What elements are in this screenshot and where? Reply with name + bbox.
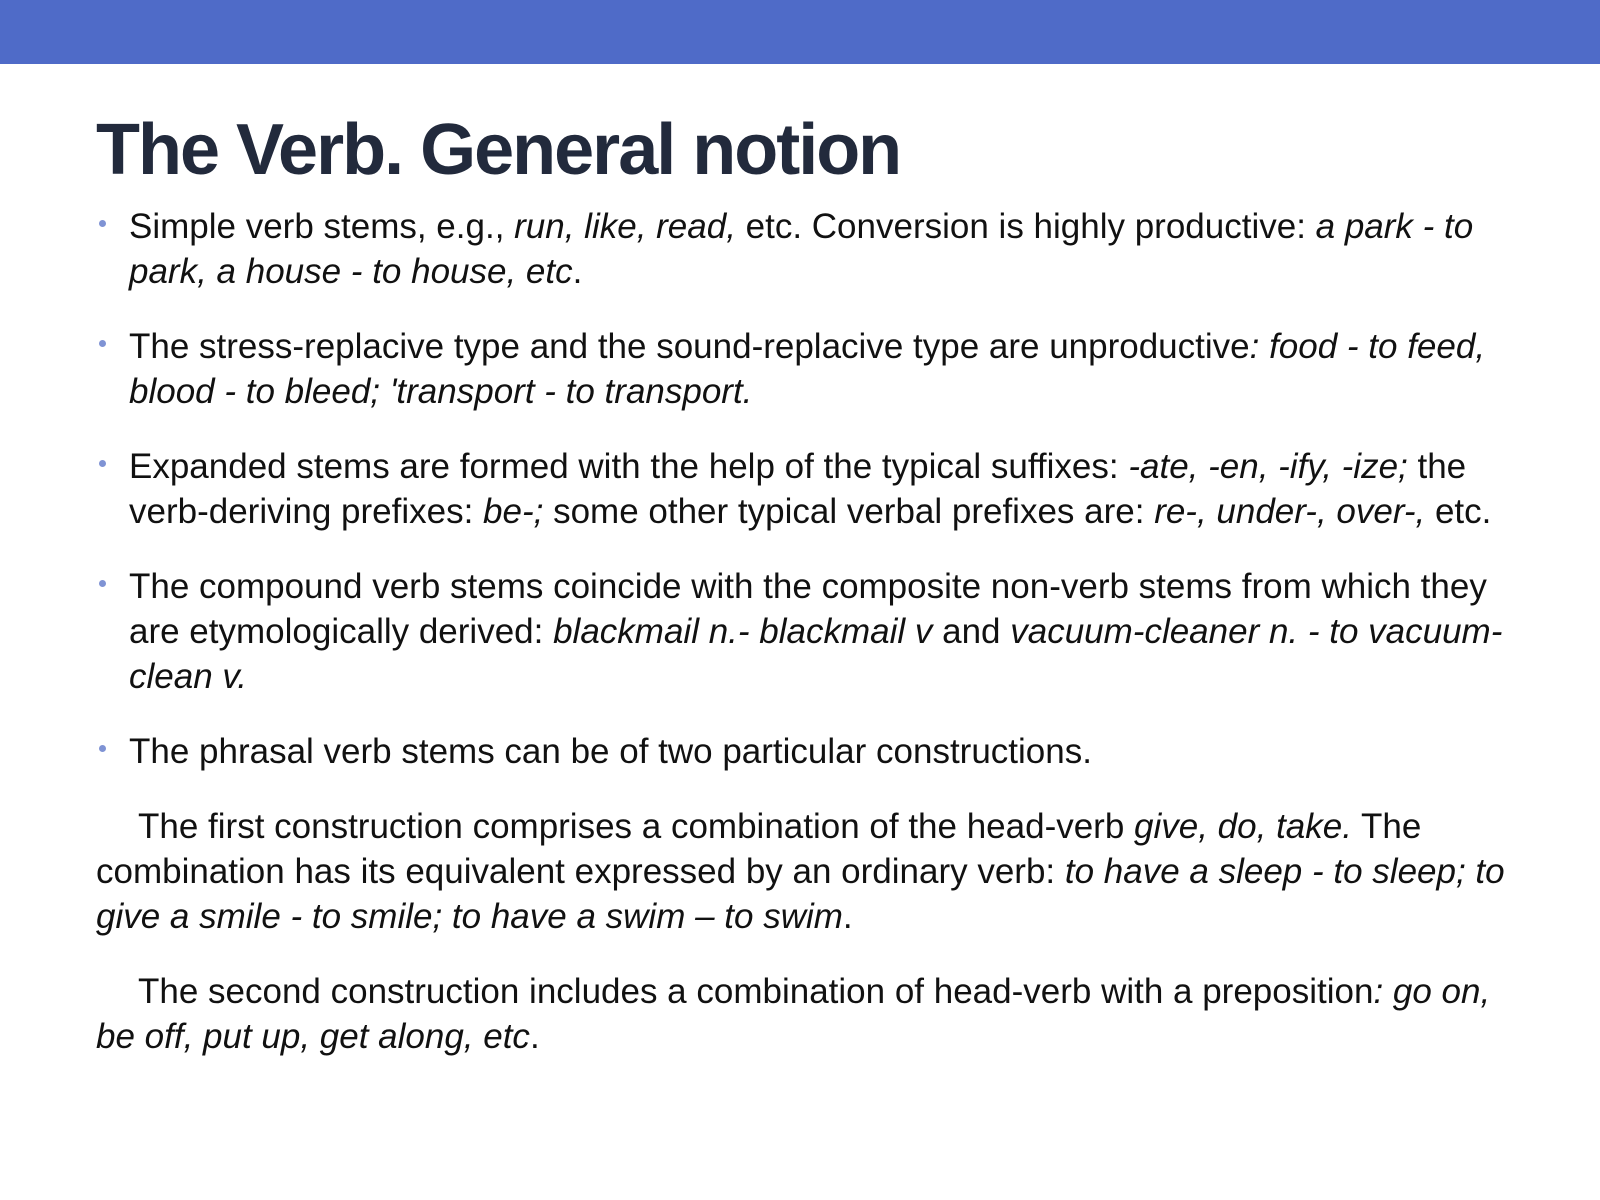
bullet-item-replacive-types <box>96 324 1516 414</box>
bullet-text: Simple verb stems, e.g., <box>129 207 515 246</box>
header-bar <box>0 0 1600 64</box>
paragraph-text: . <box>842 897 853 936</box>
bullet-text: Expanded stems are formed with the help of the typical suffixes: <box>129 447 1129 486</box>
paragraph-first-construction <box>96 804 1516 939</box>
bullet-icon <box>99 745 106 752</box>
bullet-list <box>96 204 1516 774</box>
example-text: re-, under-, over-, <box>1154 492 1426 531</box>
bullet-text: The stress-replacive type and the sound-replacive type are unproductive <box>129 327 1250 366</box>
paragraph-text: The combination has its equivalent expressed by an ordinary verb: <box>96 807 1422 891</box>
bullet-item-simple-stems <box>96 204 1516 294</box>
bullet-text: etc. Conversion is highly productive: <box>735 207 1316 246</box>
example-text: be-; <box>483 492 544 531</box>
bullet-text: the verb-deriving prefixes: <box>129 447 1467 531</box>
bullet-icon <box>99 220 106 227</box>
example-text: -ate, -en, -ify, -ize; <box>1128 447 1408 486</box>
example-text: give, do, take. <box>1134 807 1352 846</box>
bullet-item-expanded-stems <box>96 444 1516 534</box>
example-text: : food - to feed, blood - to bleed; 'transport - to transport. <box>129 327 1486 411</box>
bullet-text: . <box>572 252 583 291</box>
slide-title: The Verb. General notion <box>96 110 901 190</box>
example-text: a park - to park, a house - to house, etc <box>129 207 1474 291</box>
example-text: to have a sleep - to sleep; to give a smile - to smile; to have a swim – to swim <box>96 852 1505 936</box>
example-text: : go on, be off, put up, get along, etc <box>96 972 1491 1056</box>
bullet-item-phrasal-stems <box>96 729 1516 774</box>
bullet-text: The compound verb stems coincide with the composite non-verb stems from which they are etymologically derived: <box>129 567 1487 651</box>
paragraph-text: The first construction comprises a combination of the head-verb <box>138 807 1135 846</box>
bullet-icon <box>99 460 106 467</box>
bullet-text: The phrasal verb stems can be of two particular constructions. <box>129 732 1092 771</box>
paragraph-text: . <box>529 1017 540 1056</box>
slide-body <box>96 204 1516 1089</box>
paragraph-second-construction <box>96 969 1516 1059</box>
bullet-item-compound-stems <box>96 564 1516 699</box>
bullet-icon <box>99 580 106 587</box>
bullet-text: and <box>932 612 1011 651</box>
example-text: run, like, read, <box>514 207 736 246</box>
bullet-text: some other typical verbal prefixes are: <box>543 492 1155 531</box>
bullet-icon <box>99 340 106 347</box>
paragraph-text: The second construction includes a combination of head-verb with a preposition <box>138 972 1374 1011</box>
example-text: vacuum-cleaner n. - to vacuum-clean v. <box>129 612 1503 696</box>
example-text: blackmail n.- blackmail v <box>553 612 933 651</box>
bullet-text: etc. <box>1425 492 1492 531</box>
